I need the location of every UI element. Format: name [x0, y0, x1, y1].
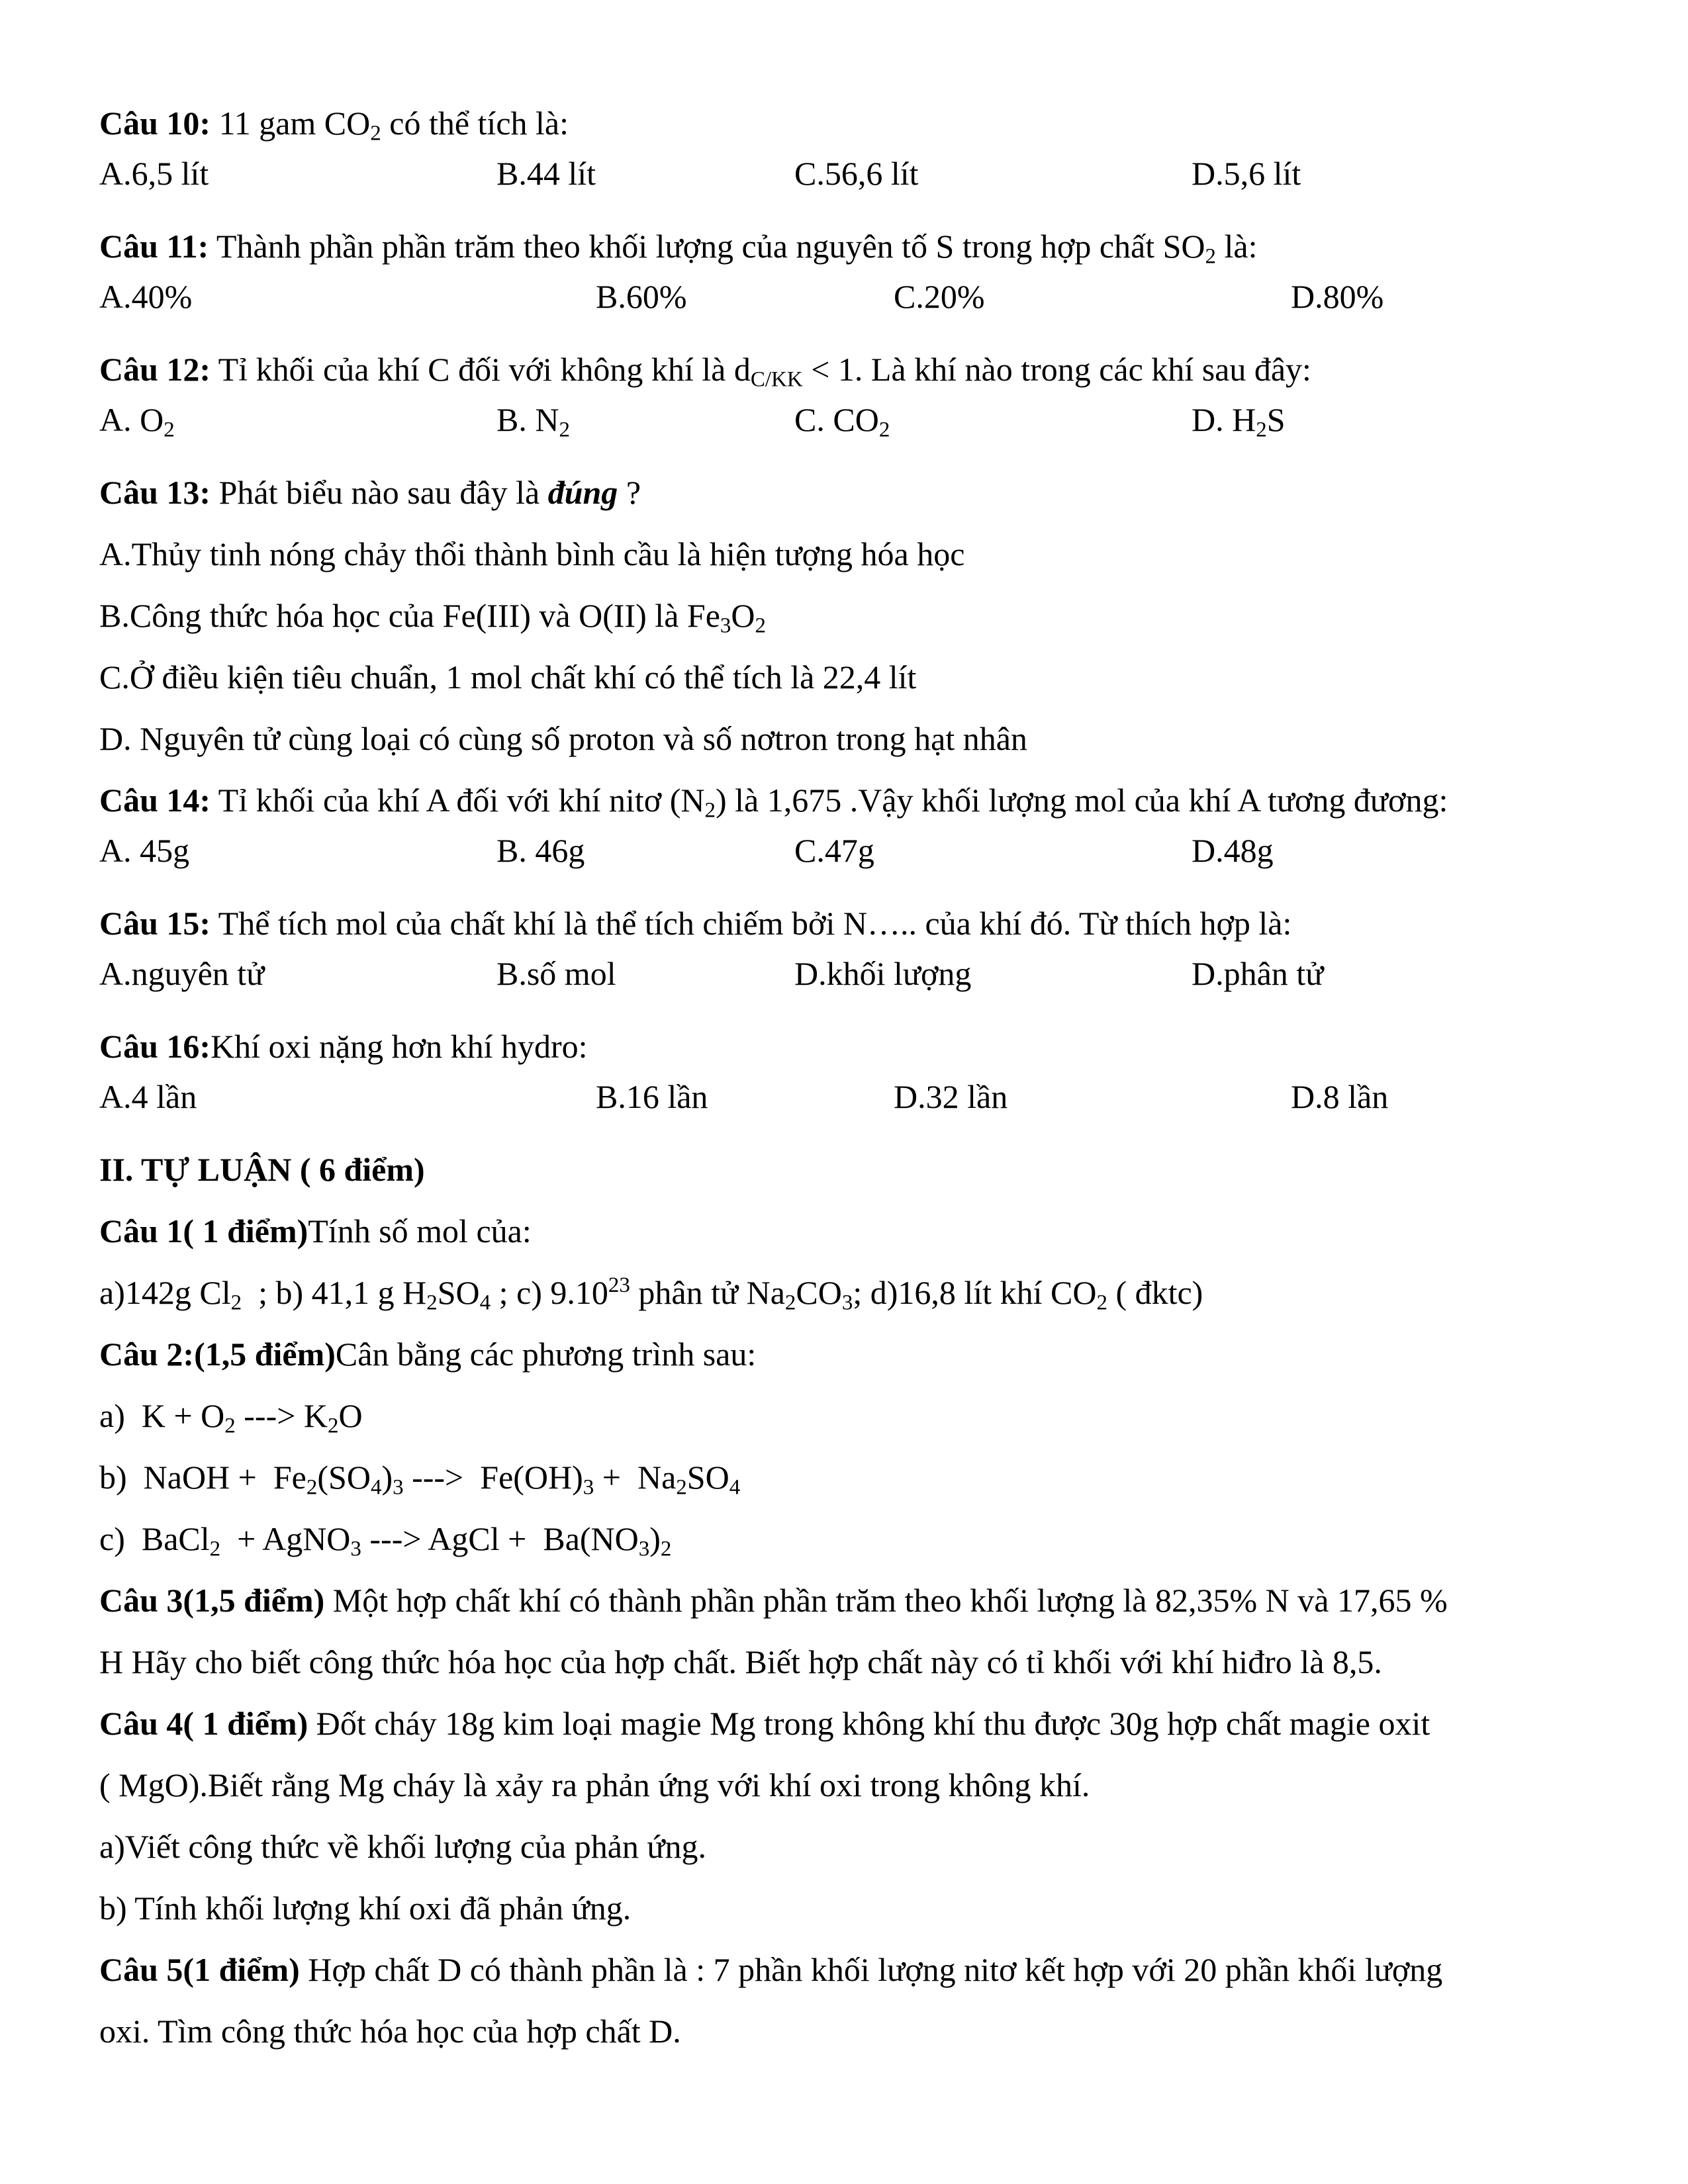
option-a: A.4 lần	[99, 1078, 197, 1115]
emphasis: đúng	[547, 474, 618, 511]
question-12: Câu 12: Tỉ khối của khí C đối với không khí là $d_{C/KK} < 1$. Là khí nào trong các khí sau đây:	[99, 351, 1311, 392]
option-b: B. $N_2$	[496, 401, 570, 442]
option-d: D.8 lần	[1291, 1078, 1389, 1115]
essay-5-continued: oxi. Tìm công thức hóa học của hợp chất D.	[99, 2013, 681, 2050]
question-label: Câu 15:	[99, 905, 211, 942]
question-15: Câu 15: Thể tích mol của chất khí là thể tích chiếm bởi N….. của khí đó. Từ thích hợp là:	[99, 905, 1292, 942]
essay-4-part-a: a)Viết công thức về khối lượng của phản ứng.	[99, 1828, 706, 1865]
essay-question-4: Câu 4( 1 điểm) Đốt cháy 18g kim loại magie Mg trong không khí thu được 30g hợp chất magie oxit	[99, 1705, 1430, 1742]
question-label: Câu 13:	[99, 474, 211, 511]
essay-3-continued: H Hãy cho biết công thức hóa học của hợp chất. Biết hợp chất này có tỉ khối với khí hiđro là 8,5.	[99, 1643, 1382, 1680]
option-b: B. 46g	[496, 832, 585, 869]
question-label: Câu 3(1,5 điểm)	[99, 1582, 325, 1619]
answers-10	[99, 154, 1595, 216]
option-d: D. Nguyên tử cùng loại có cùng số proton và số nơtron trong hạt nhân	[99, 720, 1027, 757]
answers-15	[99, 954, 1595, 1016]
question-label: Câu 12:	[99, 351, 211, 388]
question-label: Câu 14:	[99, 782, 211, 819]
option-d: D.5,6 lít	[1192, 155, 1301, 192]
question-label: Câu 11:	[99, 228, 209, 265]
equation-b: b) NaOH + $Fe_2(SO_4)_3$ ---> $Fe(OH)_3 + Na_2SO_4$	[99, 1459, 741, 1500]
option-c: D.32 lần	[894, 1078, 1008, 1115]
option-a: A.nguyên tử	[99, 955, 265, 992]
option-c: D.khối lượng	[794, 955, 972, 992]
question-label: Câu 10:	[99, 105, 211, 142]
essay-1-items: a)142g $Cl_2$ ; b) 41,1 g $H_2SO_4$ ; c) 9.10$^{23}$ phân tử $Na_2CO_3$; d)16,8 lít khí $CO_2$ ( đktc)	[99, 1273, 1203, 1315]
option-b: B.số mol	[496, 955, 616, 992]
question-11: Câu 11: Thành phần phần trăm theo khối lượng của nguyên tố S trong hợp chất $SO_2$ là:	[99, 228, 1258, 269]
essay-4-part-b: b) Tính khối lượng khí oxi đã phản ứng.	[99, 1889, 632, 1927]
question-16: Câu 16:Khí oxi nặng hơn khí hydro:	[99, 1028, 588, 1065]
option-b: B.44 lít	[496, 155, 596, 192]
option-a: A.Thủy tinh nóng chảy thổi thành bình cầu là hiện tượng hóa học	[99, 535, 965, 572]
option-a: A. $O_2$	[99, 401, 175, 442]
essay-question-5: Câu 5(1 điểm) Hợp chất D có thành phần là : 7 phần khối lượng nitơ kết hợp với 20 phần khối lượng	[99, 1951, 1443, 1988]
option-c: C. $CO_2$	[794, 401, 890, 442]
option-c: C.Ở điều kiện tiêu chuẩn, 1 mol chất khí có thể tích là 22,4 lít	[99, 659, 917, 696]
equation-a: a) $K + O_2$ ---> $K_2O$	[99, 1397, 363, 1438]
option-c: C.56,6 lít	[794, 155, 919, 192]
essay-question-2: Câu 2:(1,5 điểm)Cân bằng các phương trình sau:	[99, 1336, 757, 1373]
essay-4-continued: ( MgO).Biết rằng Mg cháy là xảy ra phản ứng với khí oxi trong không khí.	[99, 1766, 1090, 1803]
question-13: Câu 13: Phát biểu nào sau đây là đúng ?	[99, 474, 641, 511]
option-d: D.phân tử	[1192, 955, 1324, 992]
option-b: B.Công thức hóa học của Fe(III) và O(II) là $Fe_3O_2$	[99, 597, 766, 638]
option-a: A.40%	[99, 278, 193, 315]
option-d: D.80%	[1291, 278, 1384, 315]
answers-14	[99, 831, 1595, 893]
question-label: Câu 2:(1,5 điểm)	[99, 1336, 336, 1373]
option-d: D. $H_2S$	[1192, 401, 1286, 442]
question-label: Câu 1( 1 điểm)	[99, 1212, 308, 1250]
question-label: Câu 5(1 điểm)	[99, 1951, 300, 1988]
answers-11	[99, 277, 1595, 339]
option-b: B.60%	[596, 278, 687, 315]
question-14: Câu 14: Tỉ khối của khí A đối với khí nitơ $(N_2)$ là 1,675 .Vậy khối lượng mol của khí A tương đương:	[99, 782, 1448, 823]
option-a: A.6,5 lít	[99, 155, 209, 192]
question-label: Câu 16:	[99, 1028, 211, 1065]
option-c: C.20%	[894, 278, 985, 315]
answers-16	[99, 1077, 1595, 1139]
essay-question-3: Câu 3(1,5 điểm) Một hợp chất khí có thành phần phần trăm theo khối lượng là 82,35% N và 17,65 %	[99, 1582, 1448, 1619]
equation-c: c) BaCl$_2$ + AgNO$_3$ ---> AgCl + $Ba(NO_3)_2$	[99, 1520, 672, 1561]
question-10: Câu 10: 11 gam $CO_2$ có thể tích là:	[99, 105, 569, 146]
question-label: Câu 4( 1 điểm)	[99, 1705, 308, 1742]
option-c: C.47g	[794, 832, 874, 869]
section-title: II. TỰ LUẬN ( 6 điểm)	[99, 1151, 425, 1188]
answers-12	[99, 400, 1595, 462]
exam-page	[99, 93, 1595, 2062]
essay-question-1: Câu 1( 1 điểm)Tính số mol của:	[99, 1212, 532, 1250]
option-b: B.16 lần	[596, 1078, 708, 1115]
option-d: D.48g	[1192, 832, 1274, 869]
option-a: A. 45g	[99, 832, 190, 869]
